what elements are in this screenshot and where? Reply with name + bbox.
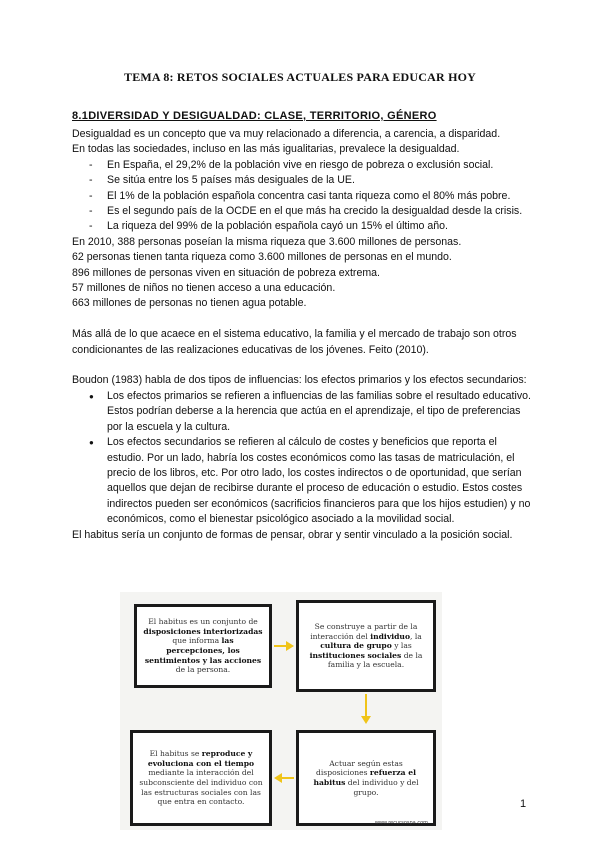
diagram-box-construction: Se construye a partir de la interacción del individuo, la cultura de grupo y las instituciones sociales de la familia y la escuela. (296, 600, 436, 692)
list-item: ● Los efectos primarios se refieren a influencias de las familias sobre el resultado educativo. Estos podrían deberse a la herencia que actúa en el aprendizaje, el tipo de preferencias por la escuela y la cultura. (72, 389, 532, 435)
world-fact: 57 millones de niños no tienen acceso a una educación. (72, 282, 336, 295)
arrow-down-head (361, 716, 371, 724)
spain-facts-list (72, 158, 532, 235)
arrow-down (365, 694, 367, 718)
list-item: ● Los efectos secundarios se refieren al cálculo de costes y beneficios que reporta el estudio. Por un lado, habría los costes económicos como las tasas de matriculación, el precio de los libros, etc. Por otro lado, los costes indirectos o de oportunidad, que serían aquellos que dejan de recibirse durante el proceso de educación o estudio. Estos costes indirectos pueden ser económicos (sacrificios financieros para que los hijos estudien) y no económicos, como el bienestar psicológico asociado a la movilidad social. (72, 435, 532, 527)
effects-list (72, 389, 532, 528)
intro-line: Desigualdad es un concepto que va muy relacionado a diferencia, a carencia, a disparidad. (72, 128, 501, 140)
arrow-right-head (286, 641, 294, 651)
list-item: - Se sitúa entre los 5 países más desiguales de la UE. (72, 173, 532, 188)
boudon-paragraph: Boudon (1983) habla de dos tipos de influencias: los efectos primarios y los efectos secundarios: (72, 374, 527, 387)
habitus-paragraph: El habitus sería un conjunto de formas de pensar, obrar y sentir vinculado a la posición social. (72, 528, 513, 541)
diagram-box-action: Actuar según estas disposiciones refuerza el habitus del individuo y del grupo. (296, 730, 436, 826)
world-fact: 896 millones de personas viven en situación de pobreza extrema. (72, 266, 380, 279)
page-number: 1 (520, 798, 527, 810)
world-fact: En 2010, 388 personas poseían la misma riqueza que 3.600 millones de personas. (72, 235, 462, 248)
arrow-left-head (274, 773, 282, 783)
section-heading: 8.1DIVERSIDAD Y DESIGUALDAD: CLASE, TERRITORIO, GÉNERO (72, 110, 437, 122)
list-item: - La riqueza del 99% de la población española cayó un 15% el último año. (72, 219, 532, 234)
world-fact: 663 millones de personas no tienen agua potable. (72, 297, 307, 310)
list-item: - El 1% de la población española concentra casi tanta riqueza como el 80% más pobre. (72, 189, 532, 204)
diagram-credit: www.recursospa.com (374, 820, 428, 826)
list-item: - En España, el 29,2% de la población vive en riesgo de pobreza o exclusión social. (72, 158, 532, 173)
body-text (72, 127, 532, 543)
diagram-box-reproduction: El habitus se reproduce y evoluciona con el tiempo mediante la interacción del subconsciente del individuo con las estructuras sociales con las que entra en contacto. (130, 730, 272, 826)
world-fact: 62 personas tienen tanta riqueza como 3.600 millones de personas en el mundo. (72, 251, 452, 264)
diagram-box-definition: El habitus es un conjunto de disposiciones interiorizadas que informa las percepciones, los sentimientos y las acciones de la persona. (134, 604, 272, 688)
document-title: TEMA 8: RETOS SOCIALES ACTUALES PARA EDUCAR HOY (123, 70, 477, 84)
arrow-left (280, 777, 294, 779)
feito-paragraph: Más allá de lo que acaece en el sistema educativo, la familia y el mercado de trabajo son otros condicionantes de las realizaciones educativas de los jóvenes. Feito (2010). (72, 328, 517, 356)
list-item: - Es el segundo país de la OCDE en el que más ha crecido la desigualdad desde la crisis. (72, 204, 532, 219)
habitus-diagram (120, 592, 442, 830)
intro-line: En todas las sociedades, incluso en las más igualitarias, prevalece la desigualdad. (72, 143, 460, 156)
